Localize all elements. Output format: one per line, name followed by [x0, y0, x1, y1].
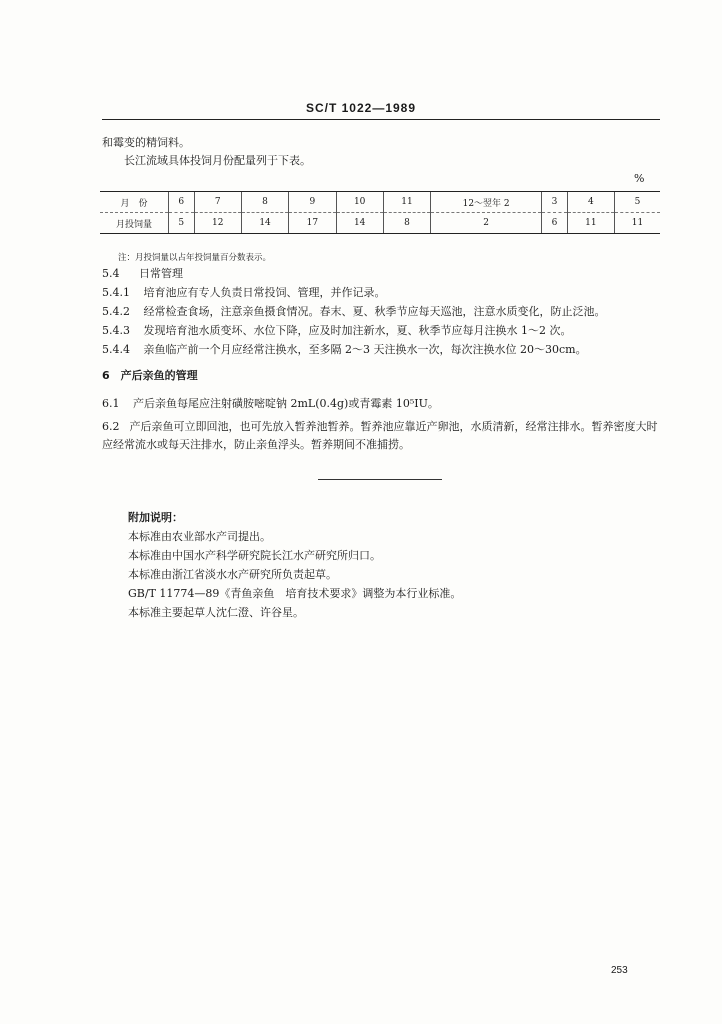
section-number: 6.1 [102, 397, 120, 410]
additional-note-line: 本标准由浙江省淡水水产研究所负责起草。 [128, 568, 337, 581]
table-row-values [100, 213, 660, 234]
header-rule [102, 119, 660, 120]
month-cell: 9 [289, 192, 336, 213]
section-text: 培育池应有专人负责日常投饲、管理，并作记录。 [143, 286, 386, 299]
month-cell: 12～翌年 2 [431, 192, 542, 213]
section-5-4-3 [102, 324, 572, 338]
value-cell: 12 [194, 213, 241, 234]
section-6-title: 6 产后亲鱼的管理 [102, 369, 198, 382]
table-row-label-values: 月投饲量 [100, 213, 169, 234]
additional-note-line: 本标准由农业部水产司提出。 [128, 530, 271, 543]
value-cell: 11 [567, 213, 614, 234]
additional-note-line: 本标准由中国水产科学研究院长江水产研究所归口。 [128, 549, 381, 562]
value-cell: 8 [383, 213, 430, 234]
intro-line-1: 和霉变的精饲料。 [102, 136, 190, 149]
section-number: 5.4.1 [102, 286, 130, 299]
section-number: 6.2 [102, 420, 120, 433]
month-cell: 8 [241, 192, 288, 213]
section-5-4-2 [102, 305, 606, 319]
section-number: 5.4.2 [102, 305, 130, 318]
month-cell: 4 [567, 192, 614, 213]
feeding-table [100, 191, 660, 234]
section-text: 产后亲鱼每尾应注射磺胺嘧啶钠 2mL(0.4g)或青霉素 10⁵IU。 [133, 397, 439, 410]
value-cell: 6 [542, 213, 568, 234]
month-cell: 6 [169, 192, 195, 213]
value-cell: 14 [336, 213, 383, 234]
value-cell: 5 [169, 213, 195, 234]
page-header: SC/T 1022—1989 [305, 101, 417, 115]
month-cell: 10 [336, 192, 383, 213]
end-divider [318, 479, 442, 480]
value-cell: 17 [289, 213, 336, 234]
section-number: 5.4 [102, 267, 120, 280]
table-row-months [100, 192, 660, 213]
month-cell: 5 [615, 192, 660, 213]
additional-notes-title: 附加说明： [128, 511, 183, 524]
month-cell: 7 [194, 192, 241, 213]
table-row-label-months: 月 份 [100, 192, 169, 213]
value-cell: 14 [241, 213, 288, 234]
section-5-4-4 [102, 343, 587, 357]
section-text: 经常检查食场，注意亲鱼摄食情况。春末、夏、秋季节应每天巡池，注意水质变化，防止泛池。 [143, 305, 606, 318]
section-5-4 [102, 267, 183, 281]
intro-line-2: 长江流域具体投饲月份配量列于下表。 [124, 154, 311, 167]
value-cell: 2 [431, 213, 542, 234]
additional-note-line: GB/T 11774—89《青鱼亲鱼 培育技术要求》调整为本行业标准。 [128, 587, 462, 600]
section-5-4-1 [102, 286, 386, 300]
table-note: 注：月投饲量以占年投饲量百分数表示。 [118, 253, 272, 263]
section-text: 发现培育池水质变坏、水位下降，应及时加注新水，夏、秋季节应每月注换水 1～2 次。 [143, 324, 572, 337]
section-6-1 [102, 397, 439, 411]
section-number: 5.4.4 [102, 343, 130, 356]
page-number: 253 [611, 965, 628, 976]
month-cell: 3 [542, 192, 568, 213]
value-cell: 11 [615, 213, 660, 234]
section-6-2 [102, 418, 662, 454]
section-text: 亲鱼临产前一个月应经常注换水，至多隔 2～3 天注换水一次，每次注换水位 20～30cm。 [143, 343, 587, 356]
additional-note-line: 本标准主要起草人沈仁澄、许谷星。 [128, 606, 304, 619]
section-title: 日常管理 [139, 267, 183, 280]
section-text: 产后亲鱼可立即回池，也可先放入暂养池暂养。暂养池应靠近产卵池，水质清新，经常注排水。暂养密度大时应经常流水或每天注排水，防止亲鱼浮头。暂养期间不准捕捞。 [102, 420, 658, 451]
table-unit: % [634, 172, 645, 185]
month-cell: 11 [383, 192, 430, 213]
section-number: 5.4.3 [102, 324, 130, 337]
